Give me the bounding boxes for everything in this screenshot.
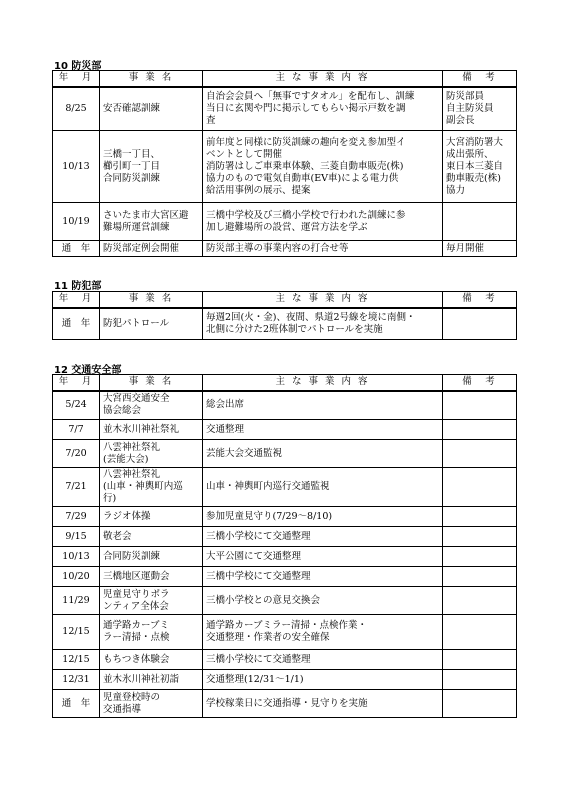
content-line: 三橋小学校にて交通整理 <box>206 653 311 665</box>
section-title-crime-prevention: 11 防犯部 <box>54 281 102 292</box>
cell-note <box>443 670 517 690</box>
cell-event: 並木氷川神社初詣 <box>100 670 203 690</box>
content-line: 三橋中学校及び三橋小学校で行われた訓練に参 <box>206 209 406 221</box>
header-note: 備 考 <box>443 292 517 308</box>
content-line: 前年度と同様に防災訓練の趣向を変え参加型イ <box>206 136 406 148</box>
header-content: 主 な 事 業 内 容 <box>203 71 443 87</box>
cell-content <box>203 131 443 203</box>
cell-note <box>443 567 517 587</box>
note-line: 毎月開催 <box>446 242 485 254</box>
cell-content <box>203 241 443 257</box>
cell-date: 10/13 <box>53 547 100 567</box>
content-line: 加し避難場所の設営、運営方法を学ぶ <box>206 221 368 233</box>
cell-date: 7/7 <box>53 420 100 440</box>
table-header-row <box>53 292 517 308</box>
table-row <box>53 527 517 547</box>
cell-note <box>443 587 517 615</box>
cell-note <box>443 507 517 527</box>
content-line: 査 <box>206 114 216 126</box>
cell-date: 8/25 <box>53 87 100 131</box>
content-line: 三橋中学校にて交通整理 <box>206 570 311 582</box>
note-line: 動車販売(株) <box>446 172 501 184</box>
table-row <box>53 420 517 440</box>
cell-content <box>203 87 443 131</box>
note-line: 協力 <box>446 184 466 196</box>
content-line: 交通整理(12/31～1/1) <box>206 673 304 685</box>
content-line: 学校稼業日に交通指導・見守りを実施 <box>206 697 368 709</box>
cell-date: 7/29 <box>53 507 100 527</box>
header-date: 年 月 <box>53 375 100 391</box>
header-content: 主 な 事 業 内 容 <box>203 375 443 391</box>
cell-date: 7/20 <box>53 440 100 468</box>
cell-date: 12/15 <box>53 615 100 650</box>
cell-date: 12/15 <box>53 650 100 670</box>
note-line: 防災部員 <box>446 90 485 102</box>
content-line: 山車・神輿町内巡行交通監視 <box>206 481 330 492</box>
crime-prevention-table <box>52 291 517 340</box>
table-row <box>53 87 517 131</box>
cell-note <box>443 547 517 567</box>
cell-note <box>443 468 517 507</box>
table-row <box>53 468 517 507</box>
cell-event: 三橋地区運動会 <box>100 567 203 587</box>
table-row <box>53 507 517 527</box>
table-row <box>53 587 517 615</box>
cell-note <box>443 131 517 203</box>
cell-note <box>443 440 517 468</box>
cell-date: 通 年 <box>53 241 100 257</box>
note-line: 成出張所、 <box>446 148 494 160</box>
cell-date: 12/31 <box>53 670 100 690</box>
table-header-row <box>53 375 517 391</box>
cell-content <box>203 391 443 420</box>
cell-event: もちつき体験会 <box>100 650 203 670</box>
content-line: 通学路カーブミラー清掃・点検作業・ <box>206 620 368 631</box>
cell-event: 児童見守りボラ ンティア全体会 <box>100 587 203 615</box>
cell-date: 10/19 <box>53 203 100 241</box>
cell-note <box>443 527 517 547</box>
cell-event: 通学路カーブミ ラー清掃・点検 <box>100 615 203 650</box>
header-date: 年 月 <box>53 292 100 308</box>
traffic-safety-table <box>52 374 517 718</box>
content-line: 自治会会員へ「無事ですタオル」を配布し、訓練 <box>206 90 415 102</box>
note-line: 副会長 <box>446 114 475 126</box>
note-line: 自主防災員 <box>446 102 494 114</box>
cell-event: 安否確認訓練 <box>100 87 203 131</box>
note-line: 大宮消防署大 <box>446 136 504 148</box>
cell-content <box>203 507 443 527</box>
cell-note <box>443 391 517 420</box>
cell-content <box>203 615 443 650</box>
cell-content <box>203 468 443 507</box>
cell-note <box>443 308 517 340</box>
cell-event: 敬老会 <box>100 527 203 547</box>
cell-content <box>203 203 443 241</box>
disaster-table <box>52 70 517 257</box>
table-row <box>53 241 517 257</box>
cell-date: 7/21 <box>53 468 100 507</box>
cell-content <box>203 670 443 690</box>
cell-date: 通 年 <box>53 690 100 718</box>
header-note: 備 考 <box>443 375 517 391</box>
cell-event: 八雲神社祭礼 (芸能大会) <box>100 440 203 468</box>
content-line: 大平公園にて交通整理 <box>206 550 302 562</box>
cell-note <box>443 241 517 257</box>
cell-event: 防災部定例会開催 <box>100 241 203 257</box>
content-line: 協力のもので電気自動車(EV車)による電力供 <box>206 172 399 184</box>
cell-content <box>203 587 443 615</box>
content-line: 芸能大会交通監視 <box>206 447 283 459</box>
cell-content <box>203 420 443 440</box>
cell-date: 10/20 <box>53 567 100 587</box>
cell-content <box>203 440 443 468</box>
header-event: 事 業 名 <box>100 375 203 391</box>
cell-content <box>203 308 443 340</box>
cell-event: 防犯パトロール <box>100 308 203 340</box>
cell-note <box>443 87 517 131</box>
section-title-disaster: 10 防災部 <box>54 61 102 72</box>
content-line: 三橋小学校との意見交換会 <box>206 594 321 606</box>
header-event: 事 業 名 <box>100 71 203 87</box>
table-row <box>53 203 517 241</box>
cell-note <box>443 203 517 241</box>
content-line: 給活用事例の展示、提案 <box>206 184 311 196</box>
table-row <box>53 131 517 203</box>
table-header-row <box>53 71 517 87</box>
cell-content <box>203 567 443 587</box>
content-line: 毎週2回(火・金)、夜間、県道2号線を境に南側・ <box>206 311 416 323</box>
note-line: 東日本三菱自 <box>446 160 504 172</box>
table-row <box>53 308 517 340</box>
header-content: 主 な 事 業 内 容 <box>203 292 443 308</box>
cell-date: 5/24 <box>53 391 100 420</box>
cell-content <box>203 650 443 670</box>
cell-event: さいたま市大宮区避 難場所運営訓練 <box>100 203 203 241</box>
content-line: 北側に分けた2班体制でパトロールを実施 <box>206 323 383 335</box>
cell-date: 9/15 <box>53 527 100 547</box>
cell-event: 児童登校時の 交通指導 <box>100 690 203 718</box>
cell-event: 並木氷川神社祭礼 <box>100 420 203 440</box>
table-row <box>53 615 517 650</box>
cell-content <box>203 690 443 718</box>
cell-note <box>443 690 517 718</box>
table-row <box>53 650 517 670</box>
content-line: 総会出席 <box>206 399 245 411</box>
cell-note <box>443 615 517 650</box>
content-line: 消防署はしご車乗車体験、三菱自動車販売(株) <box>206 160 404 172</box>
content-line: 参加児童見守り(7/29～8/10) <box>206 510 333 522</box>
content-line: ベントとして開催 <box>206 148 283 160</box>
cell-event: ラジオ体操 <box>100 507 203 527</box>
cell-date: 通 年 <box>53 308 100 340</box>
header-note: 備 考 <box>443 71 517 87</box>
content-line: 交通整理 <box>206 423 245 435</box>
section-title-traffic-safety: 12 交通安全部 <box>54 365 122 376</box>
header-event: 事 業 名 <box>100 292 203 308</box>
table-row <box>53 690 517 718</box>
table-row <box>53 670 517 690</box>
table-row <box>53 547 517 567</box>
cell-date: 11/29 <box>53 587 100 615</box>
content-line: 三橋小学校にて交通整理 <box>206 530 311 542</box>
cell-content <box>203 547 443 567</box>
cell-event: 合同防災訓練 <box>100 547 203 567</box>
content-line: 防災部主導の事業内容の打合せ等 <box>206 242 349 254</box>
cell-note <box>443 420 517 440</box>
table-row <box>53 567 517 587</box>
cell-event: 八雲神社祭礼 (山車・神輿町内巡 行) <box>100 468 203 507</box>
cell-note <box>443 650 517 670</box>
table-row <box>53 391 517 420</box>
content-line: 交通整理・作業者の安全確保 <box>206 632 330 643</box>
cell-content <box>203 527 443 547</box>
header-date: 年 月 <box>53 71 100 87</box>
cell-date: 10/13 <box>53 131 100 203</box>
content-line: 当日に玄関や門に掲示してもらい掲示戸数を調 <box>206 102 406 114</box>
table-row <box>53 440 517 468</box>
cell-event: 三橋一丁目、 櫛引町一丁目 合同防災訓練 <box>100 131 203 203</box>
cell-event: 大宮西交通安全 協会総会 <box>100 391 203 420</box>
